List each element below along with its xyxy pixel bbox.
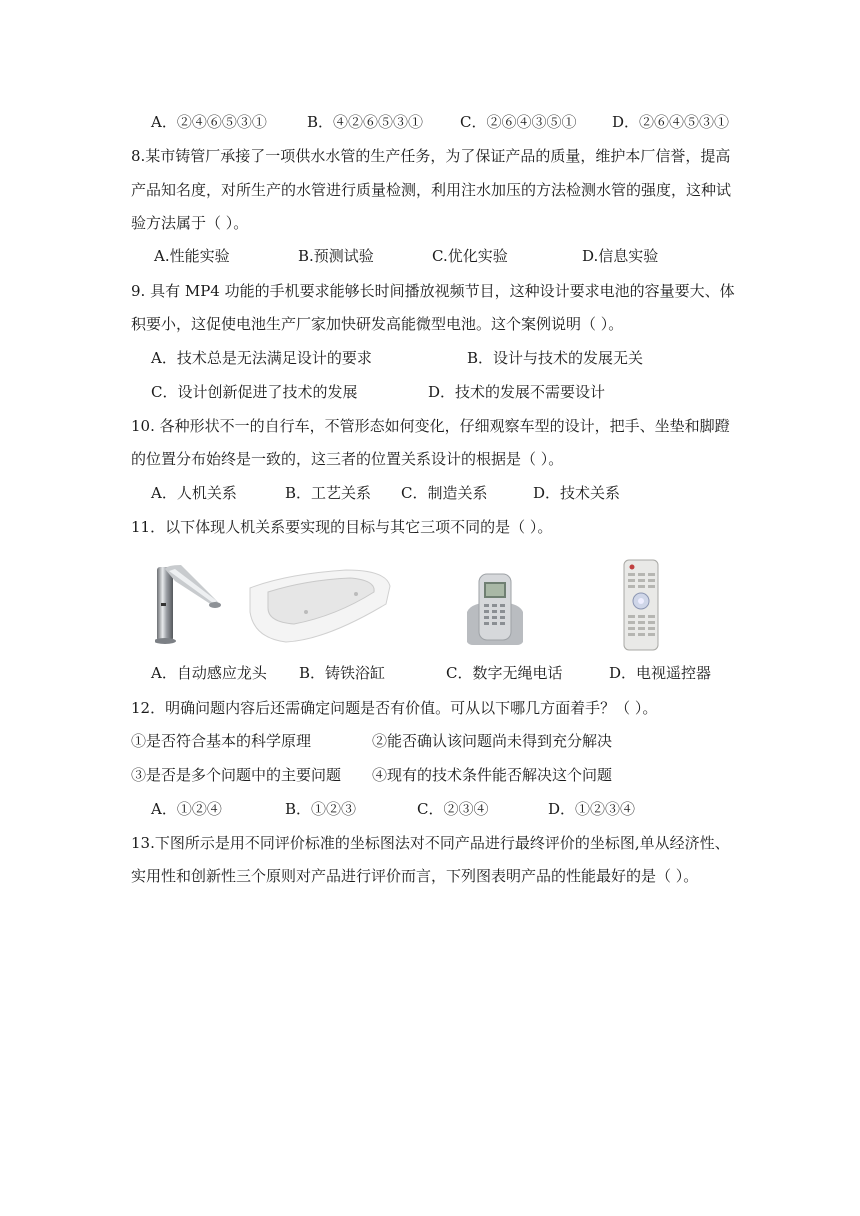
q8-option-a: A.性能实验 — [154, 247, 230, 265]
q8-option-d: D.信息实验 — [582, 247, 659, 265]
q13-stem-line-1: 13.下图所示是用不同评价标准的坐标图法对不同产品进行最终评价的坐标图,单从经济性、 — [131, 834, 730, 852]
q11-option-a: A．自动感应龙头 — [151, 664, 267, 682]
q8-stem-line-1: 8.某市铸管厂承接了一项供水水管的生产任务，为了保证产品的质量，维护本厂信誉，提高 — [131, 147, 731, 165]
q12-option-a: A．①②④ — [151, 800, 222, 818]
q9-option-b: B．设计与技术的发展无关 — [467, 349, 644, 367]
q12-stem-line-1: 12．明确问题内容后还需确定问题是否有价值。可从以下哪几方面着手？（ ）。 — [131, 699, 658, 717]
q11-option-d: D．电视遥控器 — [609, 664, 712, 682]
q9-option-a: A．技术总是无法满足设计的要求 — [151, 349, 372, 367]
q8-stem-line-3: 验方法属于（ ）。 — [131, 214, 249, 232]
bathtub-image — [246, 568, 392, 644]
q9-option-d: D．技术的发展不需要设计 — [428, 383, 606, 401]
cordless-phone-image — [465, 572, 525, 646]
q11-option-c: C．数字无绳电话 — [446, 664, 563, 682]
q7-option-c: C．②⑥④③⑤① — [460, 113, 577, 131]
faucet-image — [155, 563, 225, 645]
q12-option-d: D．①②③④ — [548, 800, 636, 818]
q12-item-3: ③是否是多个问题中的主要问题 — [131, 766, 342, 784]
q8-option-c: C.优化实验 — [432, 247, 508, 265]
q10-stem-line-2: 的位置分布始终是一致的，这三者的位置关系设计的根据是（ ）。 — [131, 450, 564, 468]
q11-option-b: B．铸铁浴缸 — [299, 664, 386, 682]
q12-item-1: ①是否符合基本的科学原理 — [131, 732, 312, 750]
q12-item-4: ④现有的技术条件能否解决这个问题 — [372, 766, 613, 784]
q10-option-d: D．技术关系 — [533, 484, 621, 502]
q10-option-a: A．人机关系 — [151, 484, 237, 502]
q12-option-b: B．①②③ — [285, 800, 357, 818]
q9-option-c: C．设计创新促进了技术的发展 — [151, 383, 358, 401]
q12-item-2: ②能否确认该问题尚未得到充分解决 — [372, 732, 613, 750]
q10-stem-line-1: 10. 各种形状不一的自行车，不管形态如何变化，仔细观察车型的设计，把手、坐垫和脚蹬 — [131, 417, 730, 435]
q7-option-a: A．②④⑥⑤③① — [151, 113, 267, 131]
q13-stem-line-2: 实用性和创新性三个原则对产品进行评价而言，下列图表明产品的性能最好的是（ ）。 — [131, 867, 699, 885]
q10-option-c: C．制造关系 — [401, 484, 488, 502]
tv-remote-image — [623, 559, 659, 651]
q9-stem-line-2: 积要小，这促使电池生产厂家加快研发高能微型电池。这个案例说明（ ）。 — [131, 315, 624, 333]
q8-option-b: B.预测试验 — [298, 247, 374, 265]
q9-stem-line-1: 9. 具有 MP4 功能的手机要求能够长时间播放视频节目，这种设计要求电池的容量要大、体 — [131, 282, 735, 300]
q7-option-d: D．②⑥④⑤③① — [612, 113, 730, 131]
q11-stem-line-1: 11．以下体现人机关系要实现的目标与其它三项不同的是（ ）。 — [131, 518, 553, 536]
q8-stem-line-2: 产品知名度，对所生产的水管进行质量检测，利用注水加压的方法检测水管的强度，这种试 — [131, 181, 732, 199]
q12-option-c: C．②③④ — [417, 800, 489, 818]
q10-option-b: B．工艺关系 — [285, 484, 372, 502]
q7-option-b: B．④②⑥⑤③① — [307, 113, 424, 131]
